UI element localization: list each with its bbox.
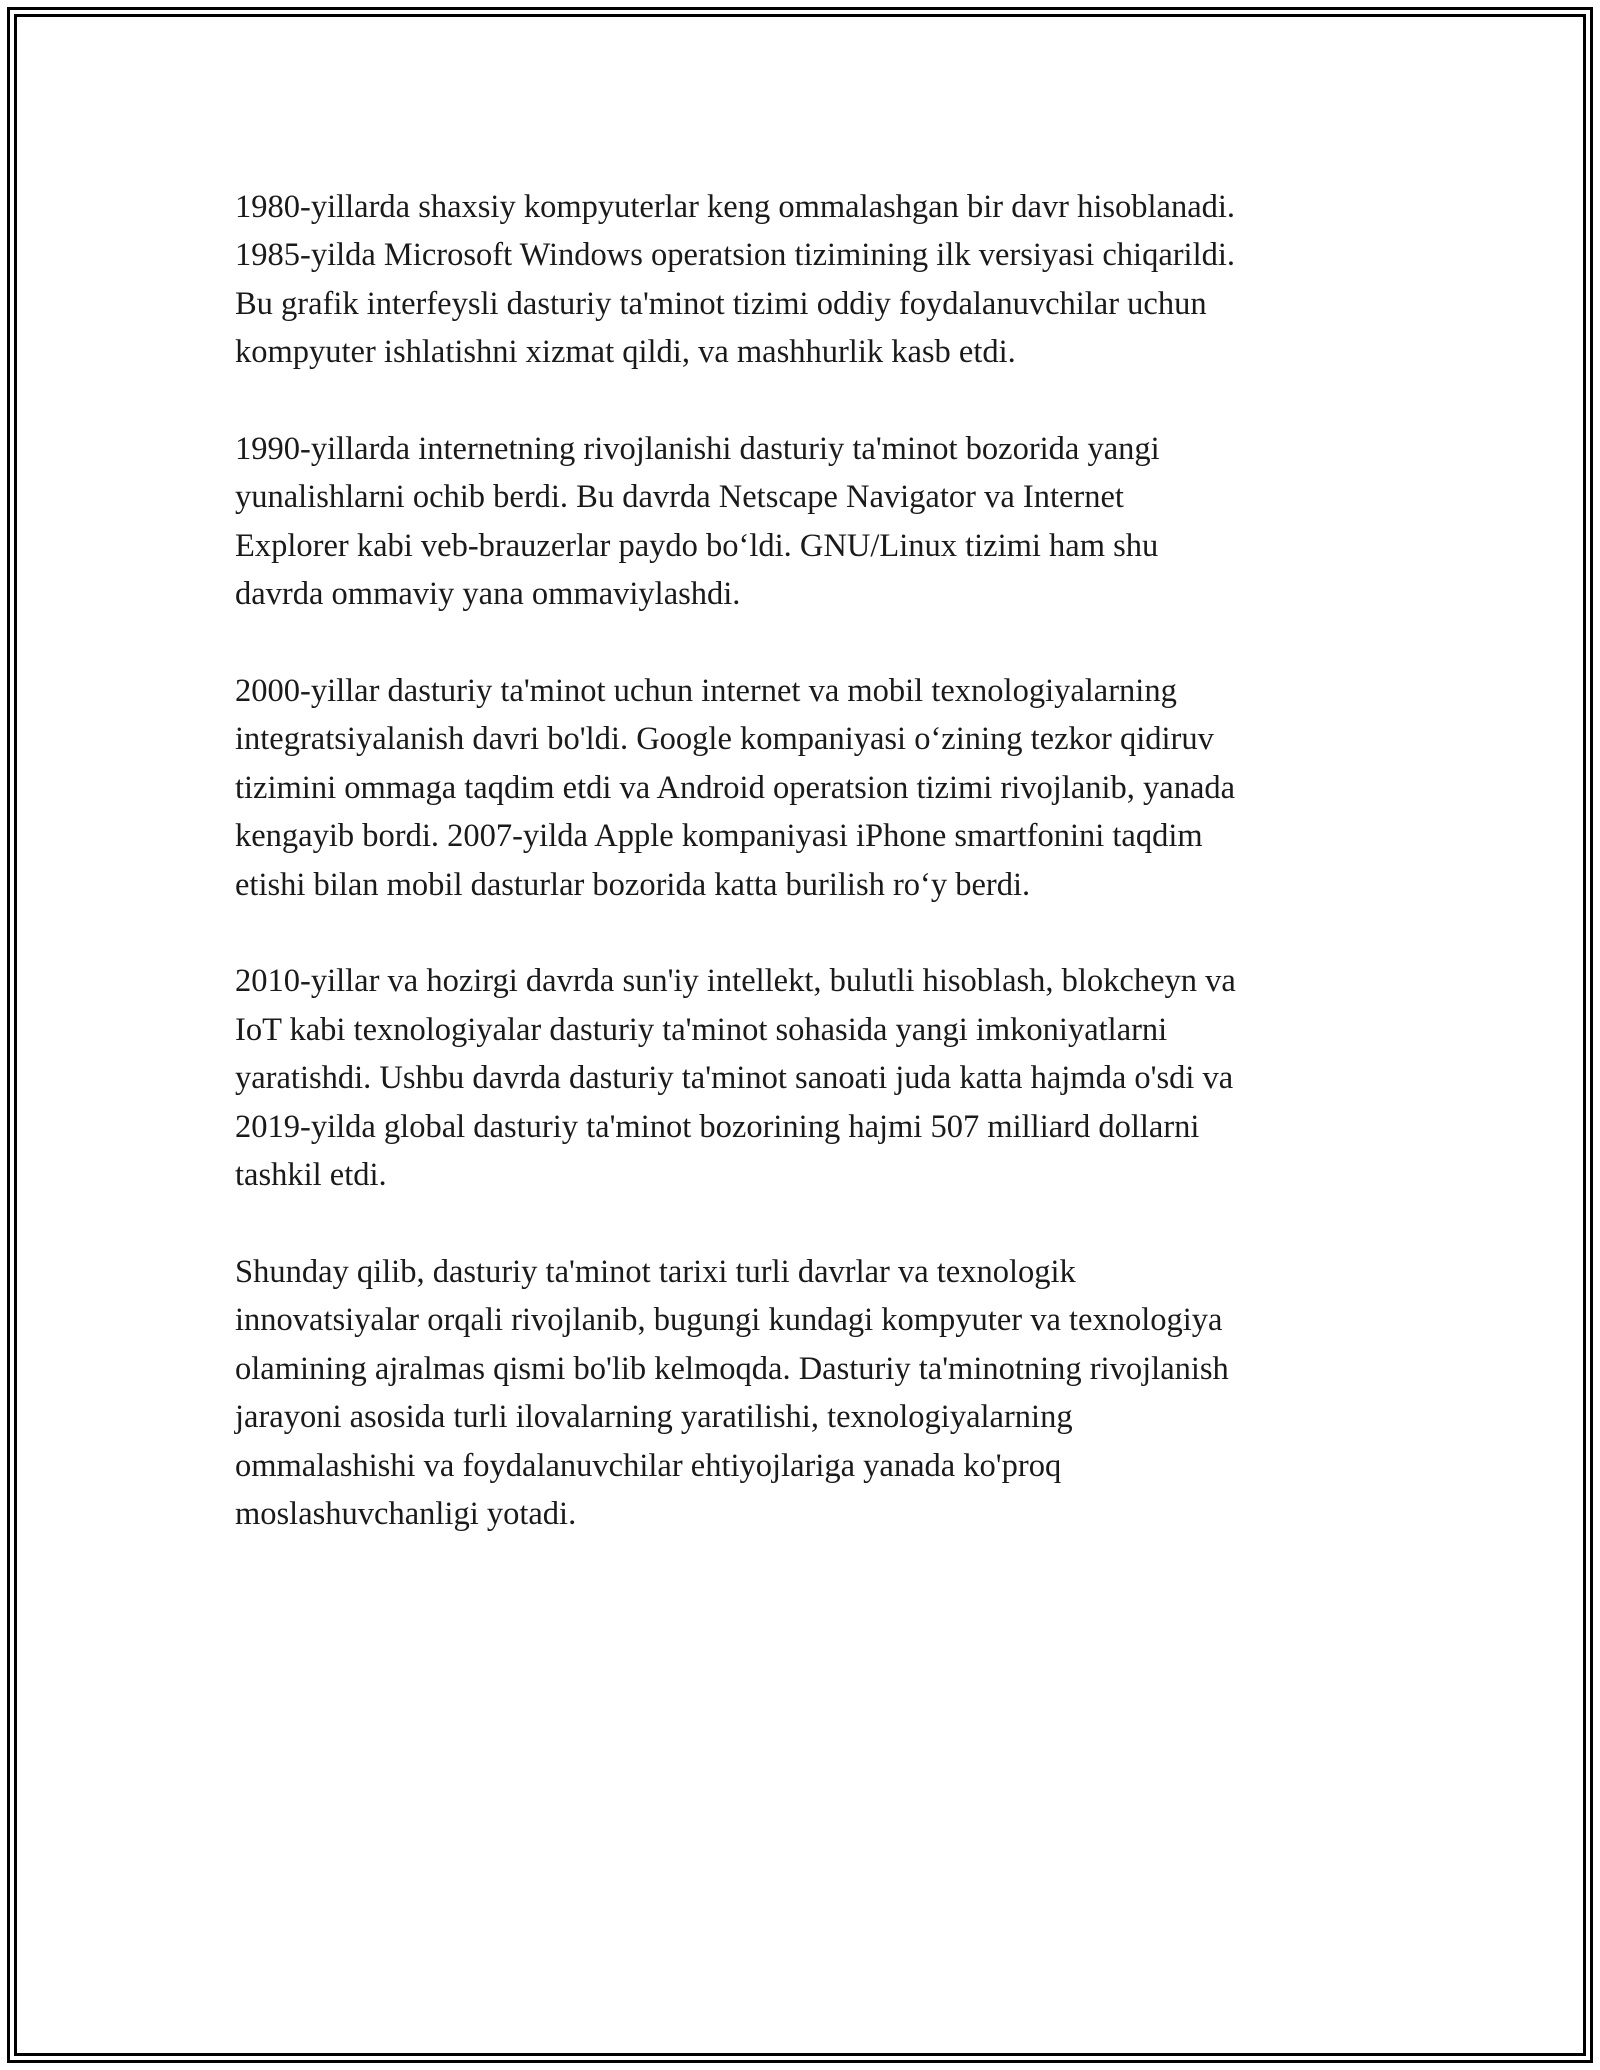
paragraph-2010s [235, 957, 1395, 1199]
text-line: 2019-yilda global dasturiy ta'minot bozorining hajmi 507 milliard dollarni [235, 1108, 1200, 1145]
document-body [235, 183, 1395, 1587]
text-line: kengayib bordi. 2007-yilda Apple kompaniyasi iPhone smartfonini taqdim [235, 818, 1203, 855]
text-line: integratsiyalanish davri bo'ldi. Google kompaniyasi o‘zining tezkor qidiruv [235, 721, 1214, 758]
paragraph-2000s [235, 667, 1395, 909]
paragraph-1980s [235, 183, 1395, 377]
text-line: davrda ommaviy yana ommaviylashdi. [235, 576, 741, 613]
text-line: Shunday qilib, dasturiy ta'minot tarixi turli davrlar va texnologik [235, 1253, 1076, 1290]
text-line: ommalashishi va foydalanuvchilar ehtiyojlariga yanada ko'proq [235, 1447, 1062, 1484]
text-line: 2010-yillar va hozirgi davrda sun'iy intellekt, bulutli hisoblash, blokcheyn va [235, 963, 1236, 1000]
text-line: Bu grafik interfeysli dasturiy ta'minot tizimi oddiy foydalanuvchilar uchun [235, 285, 1207, 322]
text-line: yunalishlarni ochib berdi. Bu davrda Netscape Navigator va Internet [235, 479, 1124, 516]
text-line: jarayoni asosida turli ilovalarning yaratilishi, texnologiyalarning [235, 1399, 1073, 1436]
text-line: 2000-yillar dasturiy ta'minot uchun internet va mobil texnologiyalarning [235, 673, 1177, 710]
paragraph-conclusion [235, 1248, 1395, 1538]
paragraph-1990s [235, 425, 1395, 619]
text-line: etishi bilan mobil dasturlar bozorida katta burilish ro‘y berdi. [235, 866, 1031, 903]
text-line: Explorer kabi veb-brauzerlar paydo bo‘ldi. GNU/Linux tizimi ham shu [235, 527, 1159, 564]
text-line: 1990-yillarda internetning rivojlanishi dasturiy ta'minot bozorida yangi [235, 431, 1160, 468]
text-line: tizimini ommaga taqdim etdi va Android operatsion tizimi rivojlanib, yanada [235, 769, 1236, 806]
text-line: 1985-yilda Microsoft Windows operatsion tizimining ilk versiyasi chiqarildi. [235, 237, 1236, 274]
text-line: innovatsiyalar orqali rivojlanib, bugungi kundagi kompyuter va texnologiya [235, 1302, 1223, 1339]
text-line: kompyuter ishlatishni xizmat qildi, va mashhurlik kasb etdi. [235, 334, 1016, 371]
text-line: 1980-yillarda shaxsiy kompyuterlar keng ommalashgan bir davr hisoblanadi. [235, 189, 1236, 225]
text-line: IoT kabi texnologiyalar dasturiy ta'minot sohasida yangi imkoniyatlarni [235, 1011, 1168, 1048]
text-line: moslashuvchanligi yotadi. [235, 1495, 577, 1532]
text-line: tashkil etdi. [235, 1157, 387, 1194]
text-line: olamining ajralmas qismi bo'lib kelmoqda. Dasturiy ta'minotning rivojlanish [235, 1350, 1229, 1387]
text-line: yaratishdi. Ushbu davrda dasturiy ta'minot sanoati juda katta hajmda o'sdi va [235, 1060, 1234, 1097]
